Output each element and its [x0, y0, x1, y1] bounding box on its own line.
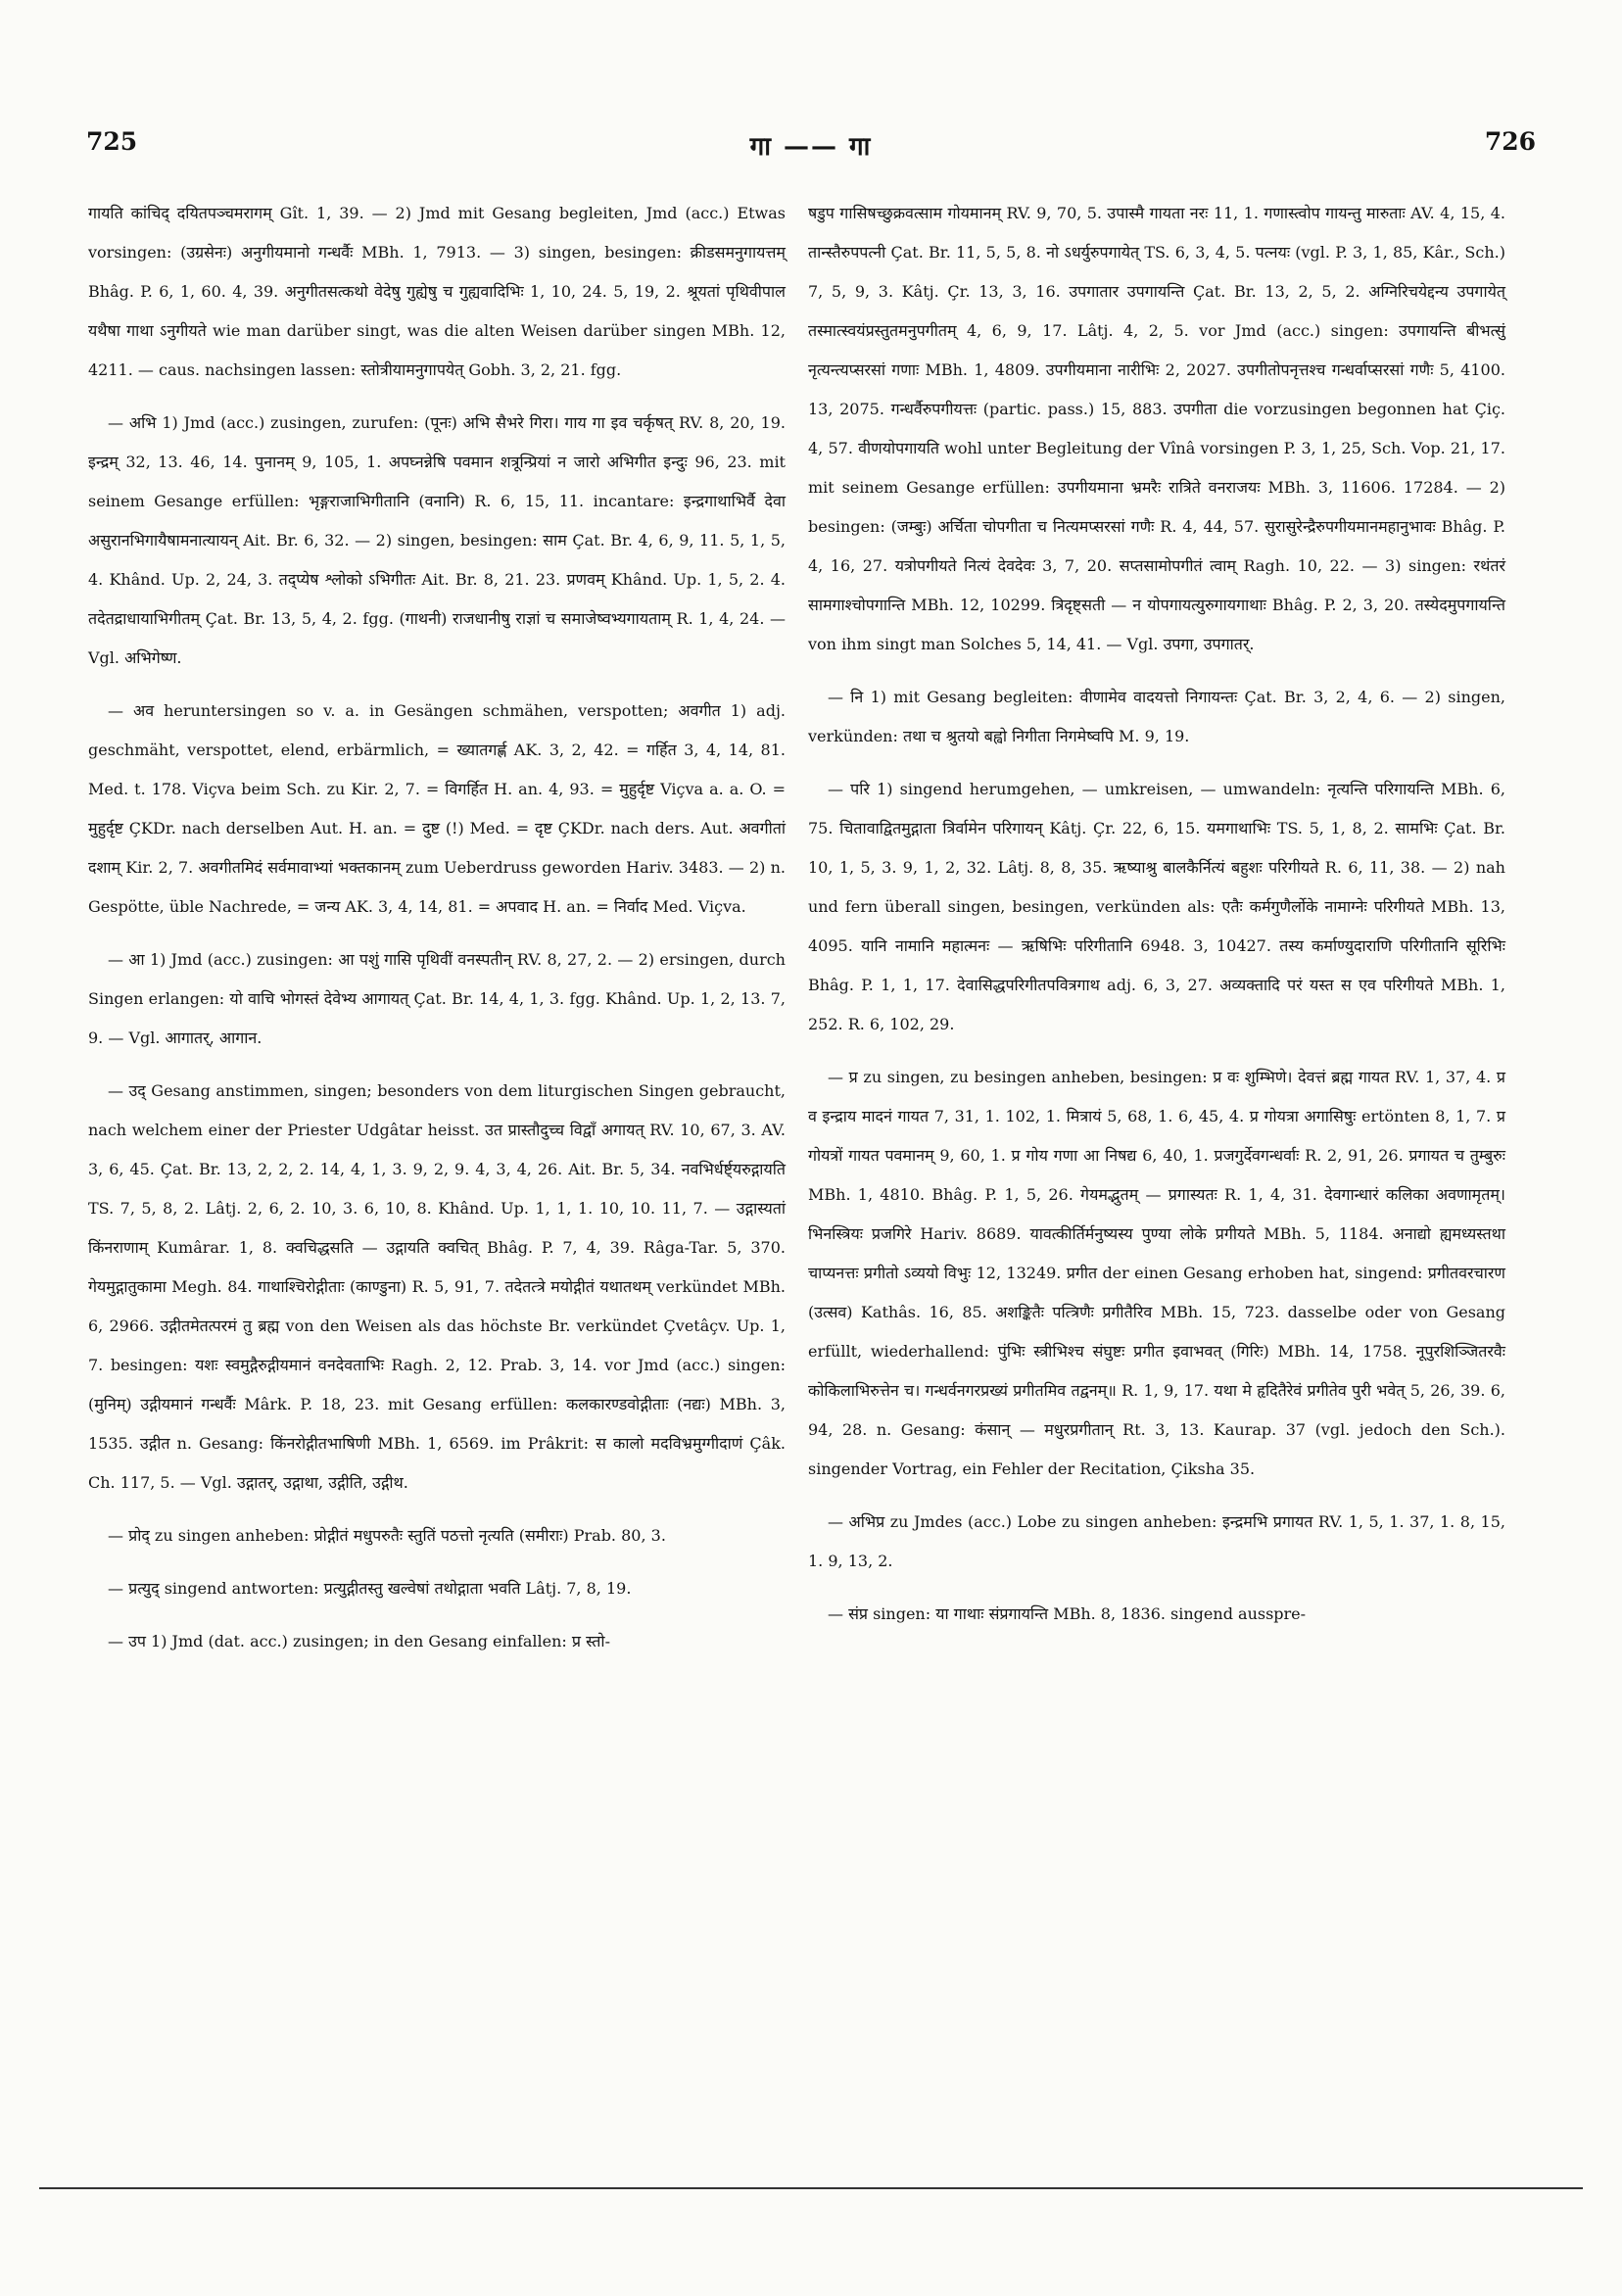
entry-paragraph: — अभिप्र zu Jmdes (acc.) Lobe zu singen anheben: इन्द्रमभि प्रगायत RV. 1, 5, 1. 37, 1. 8, 15, 1. 9, 13, 2.	[808, 1512, 1505, 1570]
entry-paragraph: — संप्र singen: या गाथाः संप्रगायन्ति MBh. 8, 1836. singend ausspre-	[828, 1604, 1307, 1623]
entry-paragraph: — परि 1) singend herumgehen, — umkreisen, — umwandeln: नृत्यन्ति परिगायन्ति MBh. 6, 75. चितावाद्वितमुद्गाता त्रिर्वामेन परिगायन् Kâtj. Çr. 22, 6, 15. यमगाथाभिः TS. 5, 1, 8, 2. सामभिः Çat. Br. 10, 1, 5, 3. 9, 1, 2, 32. Lâtj. 8, 8, 35. ऋष्याश्रु बालकैर्नित्यं बहुशः परिगीयते R. 6, 11, 38. — 2) nah und fern überall singen, besingen, verkünden als: एतैः कर्मगुणैर्लोके नामाग्नेः परिगीयते MBh. 13, 4095. यानि नामानि महात्मनः — ऋषिभिः परिगीतानि 6948. 3, 10427. तस्य कर्माण्युदाराणि परिगीतानि सूरिभिः Bhâg. P. 1, 1, 17. देवासिद्धपरिगीतपवित्रगाथ adj. 6, 3, 27. अव्यक्तादि परं यस्त स एव परिगीयते MBh. 1, 252. R. 6, 102, 29.	[808, 780, 1505, 1033]
page-number-left: 725	[86, 127, 138, 156]
right-column	[808, 194, 1505, 1648]
entry-paragraph: — प्रत्युद् singend antworten: प्रत्युद्गीतस्तु खल्वेषां तथोद्गाता भवति Lâtj. 7, 8, 19.	[108, 1579, 632, 1598]
entry-paragraph: षडुप गासिषच्छुक्रवत्साम गोयमानम् RV. 9, 70, 5. उपास्मै गायता नरः 11, 1. गणास्त्वोप गायन्तु मारुताः AV. 4, 15, 4. तान्स्तैरुपपत्नी Çat. Br. 11, 5, 5, 8. नो ऽधर्युरुपगायेत् TS. 6, 3, 4, 5. पत्नयः (vgl. P. 3, 1, 85, Kâr., Sch.) 7, 5, 9, 3. Kâtj. Çr. 13, 3, 16. उपगातार उपगायन्ति Çat. Br. 13, 2, 5, 2. अग्निरिचयेद्दन्य उपगायेत् तस्मात्स्वयंप्रस्तुतमनुपगीतम् 4, 6, 9, 17. Lâtj. 4, 2, 5. vor Jmd (acc.) singen: उपगायन्ति बीभत्सुं नृत्यन्त्यप्सरसां गणाः MBh. 1, 4809. उपगीयमाना नारीभिः 2, 2027. उपगीतोपनृत्तश्च गन्धर्वाप्सरसां गणैः 5, 4100. 13, 2075. गन्धर्वैरुपगीयत्तः (partic. pass.) 15, 883. उपगीता die vorzusingen begonnen hat Çiç. 4, 57. वीणयोपगायति wohl unter Begleitung der Vînâ vorsingen P. 3, 1, 25, Sch. Vop. 21, 17. mit seinem Gesange erfüllen: उपगीयमाना भ्रमरैः रात्रिते वनराजयः MBh. 3, 11606. 17284. — 2) besingen: (जम्बुः) अर्चिता चोपगीता च नित्यमप्सरसां गणैः R. 4, 44, 57. सुरासुरेन्द्रैरुपगीयमानमहानुभावः Bhâg. P. 4, 16, 27. यत्रोपगीयते नित्यं देवदेवः 3, 7, 20. सप्तसामोपगीतं त्वाम् Ragh. 10, 22. — 3) singen: रथंतरं सामगाश्चोपगान्ति MBh. 12, 10299. त्रिदृष्ट्सती — न योपगायत्युरुगायगाथाः Bhâg. P. 2, 3, 20. तस्येदमुपगायन्ति von ihm singt man Solches 5, 14, 41. — Vgl. उपगा, उपगातर्.	[808, 204, 1505, 653]
entry-paragraph: — उद् Gesang anstimmen, singen; besonders von dem liturgischen Singen gebraucht, nach welchem einer der Priester Udgâtar heisst. उत प्रास्तौदुच्च विद्वाँ अगायत् RV. 10, 67, 3. AV. 3, 6, 45. Çat. Br. 13, 2, 2, 2. 14, 4, 1, 3. 9, 2, 9. 4, 3, 4, 26. Ait. Br. 5, 34. नवभिर्धर्ष्ट्यरुद्गायति TS. 7, 5, 8, 2. Lâtj. 2, 6, 2. 10, 3. 6, 10, 8. Khând. Up. 1, 1, 1. 10, 10. 11, 7. — उद्गास्यतां किंनराणाम् Kumârar. 1, 8. क्वचिद्धसति — उद्गायति क्वचित् Bhâg. P. 7, 4, 39. Râga-Tar. 5, 370. गेयमुद्गातुकामा Megh. 84. गाथाश्चिरोद्गीताः (काण्डुना) R. 5, 91, 7. तदेतत्त्रे मयोद्गीतं यथातथम् verkündet MBh. 6, 2966. उद्गीतमेतत्परमं तु ब्रह्म von den Weisen als das höchste Br. verkündet Çvetâçv. Up. 1, 7. besingen: यशः स्वमुद्गैरुद्गीयमानं वनदेवताभिः Ragh. 2, 12. Prab. 3, 14. vor Jmd (acc.) singen: (मुनिम्) उद्गीयमानं गन्धर्वैः Mârk. P. 18, 23. mit Gesang erfüllen: कलकारण्डवोद्गीताः (नद्यः) MBh. 3, 1535. उद्गीत n. Gesang: किंनरोद्गीतभाषिणी MBh. 1, 6569. im Prâkrit: स कालो मदविभ्रमुग्गीदाणं Çâk. Ch. 117, 5. — Vgl. उद्गातर्, उद्गाथा, उद्गीति, उद्गीथ.	[88, 1081, 786, 1492]
entry-paragraph: — प्र zu singen, zu besingen anheben, besingen: प्र वः शुम्भिणे। देवत्तं ब्रह्म गायत RV. 1, 37, 4. प्र व इन्द्राय मादनं गायत 7, 31, 1. 102, 1. मित्रायं 5, 68, 1. 6, 45, 4. प्र गोयत्रा अगासिषुः ertönten 8, 1, 7. प्र गोयत्रों गायत पवमानम् 9, 60, 1. प्र गोय गणा आ निषद्य 6, 40, 1. प्रजगुर्देवगन्धर्वाः R. 2, 91, 26. प्रगायत च तुम्बुरुः MBh. 1, 4810. Bhâg. P. 1, 5, 26. गेयमद्भुतम् — प्रगास्यतः R. 1, 4, 31. देवगान्धारं कलिका अवणामृतम्। भिनस्त्रियः प्रजगिरे Hariv. 8689. यावत्कीर्तिर्मनुष्यस्य पुण्या लोके प्रगीयते MBh. 5, 1184. अनाद्यो ह्यमध्यस्तथा चाप्यनत्तः प्रगीतो ऽव्ययो विभुः 12, 13249. प्रगीत der einen Gesang erhoben hat, singend: प्रगीतवरचारण (उत्सव) Kathâs. 16, 85. अशङ्कितैः पत्त्रिणैः प्रगीतैरिव MBh. 15, 723. dasselbe oder von Gesang erfüllt, wiederhallend: पुंभिः स्त्रीभिश्च संघुष्टः प्रगीत इवाभवत् (गिरिः) MBh. 14, 1758. नूपुरशिञ्जितरवैः कोकिलाभिरुत्तेन च। गन्धर्वनगरप्रख्यं प्रगीतमिव तद्वनम्॥ R. 1, 9, 17. यथा मे हृदितैरेवं प्रगीतेव पुरी भवेत् 5, 26, 39. 6, 94, 28. n. Gesang: कंसान् — मधुरप्रगीतान् Rt. 3, 13. Kaurap. 37 (vgl. jedoch den Sch.). singender Vortrag, ein Fehler der Recitation, Çiksha 35.	[808, 1068, 1505, 1478]
entry-paragraph: — प्रोद् zu singen anheben: प्रोद्गीतं मधुपरुतैः स्तुतिं पठत्तो नृत्यति (समीराः) Prab. 80, 3.	[108, 1526, 666, 1545]
page-header	[86, 127, 1536, 167]
page-number-right: 726	[1484, 127, 1536, 156]
left-column	[88, 194, 786, 1675]
entry-paragraph: — अभि 1) Jmd (acc.) zusingen, zurufen: (पूनः) अभि सैभरे गिरा। गाय गा इव चर्कृषत् RV. 8, 20, 19. इन्द्रम् 32, 13. 46, 14. पुनानम् 9, 105, 1. अपघ्नन्नेषि पवमान शत्रून्प्रियां न जारो अभिगीत इन्दुः 96, 23. mit seinem Gesange erfüllen: भृङ्गराजाभिगीतानि (वनानि) R. 6, 15, 11. incantare: इन्द्रगाथाभिर्वै देवा असुरानभिगायैषामनात्यायन् Ait. Br. 6, 32. — 2) singen, besingen: साम Çat. Br. 4, 6, 9, 11. 5, 1, 5, 4. Khând. Up. 2, 24, 3. तद्प्येष श्लोको ऽभिगीतः Ait. Br. 8, 21. 23. प्रणवम् Khând. Up. 1, 5, 2. 4. तदेतद्राधायाभिगीतम् Çat. Br. 13, 5, 4, 2. fgg. (गाथनी) राजधानीषु राज्ञां च समाजेष्वभ्यगायताम् R. 1, 4, 24. — Vgl. अभिगेष्ण.	[88, 413, 786, 667]
running-head: गा —— गा	[749, 132, 873, 162]
entry-paragraph: — आ 1) Jmd (acc.) zusingen: आ पशुं गासि पृथिवीं वनस्पतीन् RV. 8, 27, 2. — 2) ersingen, durch Singen erlangen: यो वाचि भोगस्तं देवेभ्य आगायत् Çat. Br. 14, 4, 1, 3. fgg. Khând. Up. 1, 2, 13. 7, 9. — Vgl. आगातर्, आगान.	[88, 950, 786, 1047]
entry-paragraph: — नि 1) mit Gesang begleiten: वीणामेव वादयत्तो निगायन्तः Çat. Br. 3, 2, 4, 6. — 2) singen, verkünden: तथा च श्रुतयो बह्वो निगीता निगमेष्वपि M. 9, 19.	[808, 688, 1505, 745]
entry-paragraph: — अव heruntersingen so v. a. in Gesängen schmähen, verspotten; अवगीत 1) adj. geschmäht, verspottet, elend, erbärmlich, = ख्यातगर्ह्ण AK. 3, 2, 42. = गर्हित 3, 4, 14, 81. Med. t. 178. Viçva beim Sch. zu Kir. 2, 7. = विगर्हित H. an. 4, 93. = मुहुर्दृष्ट Viçva a. a. O. = मुहुर्दृष्ट ÇKDr. nach derselben Aut. H. an. = दुष्ट (!) Med. = दृष्ट ÇKDr. nach ders. Aut. अवगीतां दशाम् Kir. 2, 7. अवगीतमिदं सर्वमावाभ्यां भक्तकानम् zum Ueberdruss geworden Hariv. 3483. — 2) n. Gespötte, üble Nachrede, = जन्य AK. 3, 4, 14, 81. = अपवाद H. an. = निर्वाद Med. Viçva.	[88, 701, 786, 916]
entry-paragraph: गायति कांचिद् दयितपञ्चमरागम् Gît. 1, 39. — 2) Jmd mit Gesang begleiten, Jmd (acc.) Etwas vorsingen: (उग्रसेनः) अनुगीयमानो गन्धर्वैः MBh. 1, 7913. — 3) singen, besingen: क्रीडसमनुगायत्तम् Bhâg. P. 6, 1, 60. 4, 39. अनुगीतसत्कथो वेदेषु गुह्येषु च गुह्यवादिभिः 1, 10, 24. 5, 19, 2. श्रूयतां पृथिवीपाल यथैषा गाथा ऽनुगीयते wie man darüber singt, was die alten Weisen darüber singen MBh. 12, 4211. — caus. nachsingen lassen: स्तोत्रीयामनुगापयेत् Gobh. 3, 2, 21. fgg.	[88, 204, 786, 379]
entry-paragraph: — उप 1) Jmd (dat. acc.) zusingen; in den Gesang einfallen: प्र स्तो-	[108, 1632, 610, 1650]
bottom-rule	[39, 2187, 1583, 2189]
